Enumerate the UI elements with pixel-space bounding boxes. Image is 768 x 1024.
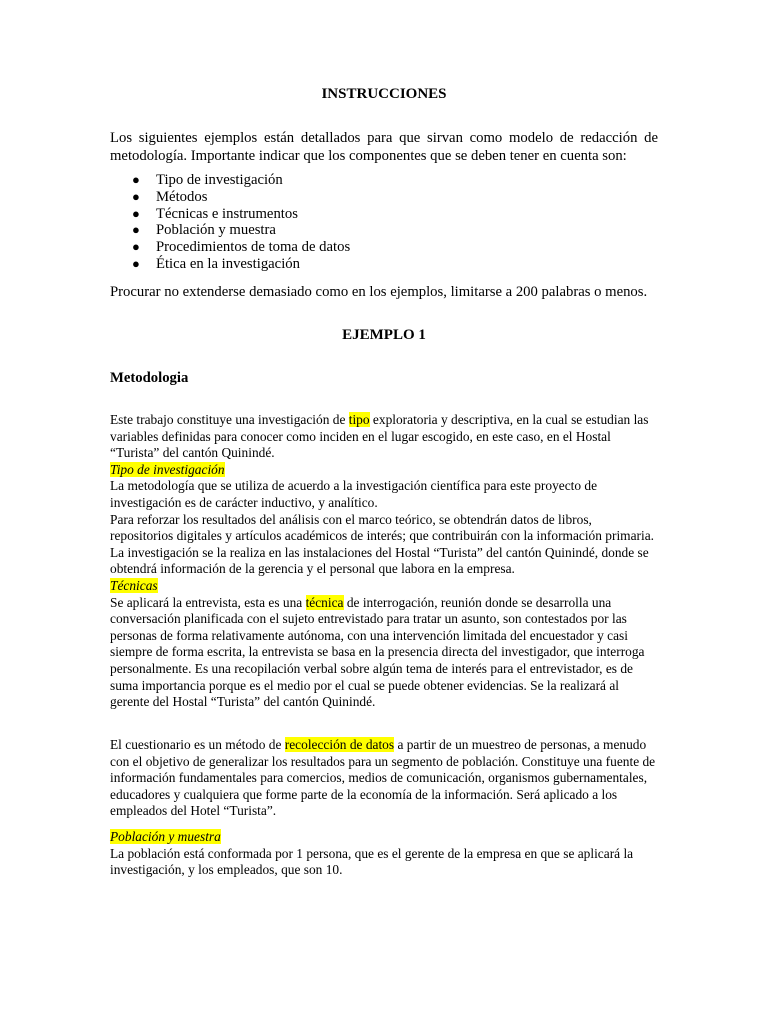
- methodology-block: [110, 412, 658, 711]
- list-item: ● Población y muestra: [132, 222, 276, 239]
- questionnaire-paragraph: [110, 737, 658, 820]
- paragraph-text: Se aplicará la entrevista, esta es una: [110, 594, 306, 610]
- example-title: EJEMPLO 1: [342, 327, 426, 343]
- intro-paragraph: Los siguientes ejemplos están detallados para que sirvan como modelo de redacción de metodología. Importante indicar que los componentes que se deben tener en cuenta son:: [110, 130, 658, 164]
- paragraph-text: Este trabajo constituye una investigación de: [110, 412, 349, 427]
- components-list: [110, 172, 658, 273]
- bullet-icon: ●: [132, 255, 140, 271]
- paragraph-text: La metodología que se utiliza de acuerdo a la investigación científica para este proyecto de investigación es de carácter inductivo, y analítico.: [110, 478, 598, 510]
- paragraph-text: a partir de un muestreo de personas, a menudo con el objetivo de generalizar los resultados para un segmento de población. Constituye una fuente de información fundamentales para comercios, medios de comunicación, organismos gubernamentales, educadores y cualquiera que forme parte de la economía de la información. Será aplicado a los empleados del Hotel “Turista”.: [110, 737, 656, 819]
- list-item: ● Tipo de investigación: [132, 172, 283, 188]
- bullet-icon: ●: [132, 188, 140, 204]
- list-item: ● Ética en la investigación: [132, 255, 300, 272]
- list-item: ● Métodos: [132, 188, 208, 205]
- paragraph-text: exploratoria y descriptiva, en la cual se estudian las variables definidas para conocer como inciden en el lugar escogido, en este caso, en el Hostal “Turista” del cantón Quinindé.: [110, 412, 649, 461]
- bullet-icon: ●: [132, 222, 140, 238]
- paragraph-text: La investigación se la realiza en las instalaciones del Hostal “Turista” del cantón Quinindé, donde se obtendrá información de la gerencia y el personal que labora en la empresa.: [110, 544, 649, 577]
- section-heading: Metodologia: [110, 370, 189, 386]
- highlighted-term: técnica: [305, 594, 344, 610]
- label-poblacion-muestra: Población y muestra: [110, 829, 221, 844]
- list-item: ● Procedimientos de toma de datos: [132, 239, 351, 256]
- label-tipo-investigacion: Tipo de investigación: [110, 461, 225, 477]
- paragraph-text: Para reforzar los resultados del análisis con el marco teórico, se obtendrán datos de libros, repositorios digitales y artículos académicos de interés; que contribuirán con la información primaria.: [110, 511, 655, 544]
- paragraph-text: de interrogación, reunión donde se desarrolla una conversación planificada con el sujeto entrevistado para tratar un asunto, son contestados por las personas de forma relativamente autónoma, con una intervención limitada del encuestador y casi siempre de forma escrita, la entrevista se basa en la presencia directa del investigador, que interroga personalmente. Es una recopilación verbal sobre algún tema de interés para el entrevistador, es de suma importancia porque es el medio por el cual se puede obtener evidencias. Se la realizará al gerente del Hostal “Turista” del cantón Quinindé.: [110, 594, 645, 710]
- paragraph-text: El cuestionario es un método de: [110, 737, 285, 752]
- document-title: INSTRUCCIONES: [321, 86, 447, 102]
- label-tecnicas: Técnicas: [110, 577, 158, 593]
- bullet-icon: ●: [132, 172, 140, 187]
- highlighted-term: recolección de datos: [284, 737, 395, 752]
- paragraph-text: La población está conformada por 1 persona, que es el gerente de la empresa en que se aplicará la investigación, y los empleados, que son 10.: [110, 845, 634, 878]
- population-block: [110, 829, 658, 879]
- closing-paragraph: Procurar no extenderse demasiado como en los ejemplos, limitarse a 200 palabras o menos.: [110, 284, 648, 300]
- highlighted-term: tipo: [348, 412, 370, 427]
- bullet-icon: ●: [132, 239, 140, 255]
- bullet-icon: ●: [132, 205, 140, 221]
- list-item: ● Técnicas e instrumentos: [132, 205, 298, 222]
